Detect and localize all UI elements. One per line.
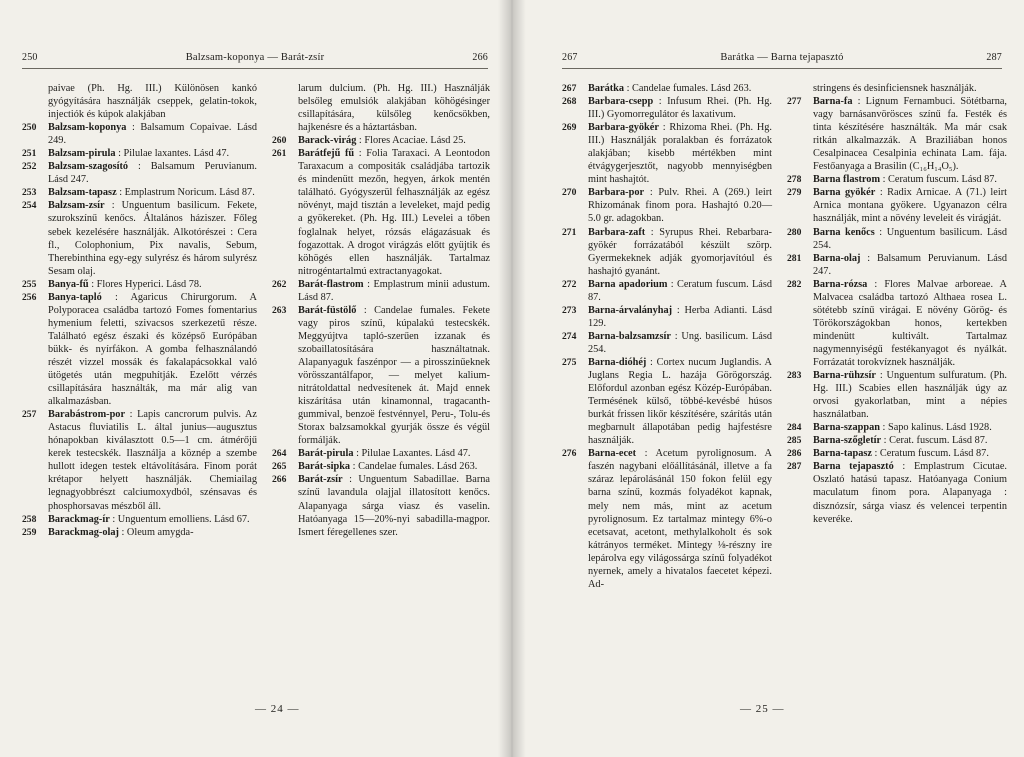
entry-number: 283 bbox=[787, 370, 802, 382]
entry-number: 280 bbox=[787, 226, 802, 238]
entry-body bbox=[588, 330, 772, 356]
entry-number: 251 bbox=[22, 148, 37, 160]
entry-headword: Barna-rühzsír bbox=[813, 370, 876, 382]
entry-number: 263 bbox=[272, 304, 287, 316]
entry-headword: Barna-szappan bbox=[813, 422, 880, 434]
entry-definition: : Unguentum emolliens. Lásd 67. bbox=[112, 513, 250, 525]
entry-definition: : Radix Arnicae. A (71.) leirt Arnica montana gyökere. Ugyanazon célra használják, mint a növény leveleit és virágját. bbox=[813, 187, 1008, 225]
dictionary-entry bbox=[22, 291, 257, 408]
entry-body bbox=[813, 226, 1007, 252]
right-section-number: 267 bbox=[562, 52, 578, 63]
right-page-number: 287 bbox=[986, 52, 1002, 63]
entry-headword: Balzsam-koponya bbox=[48, 122, 127, 134]
dictionary-entry bbox=[272, 447, 490, 460]
entry-number: 273 bbox=[562, 304, 577, 316]
entry-definition: : Sapo kalinus. Lásd 1928. bbox=[882, 422, 992, 434]
entry-headword: Barbara-por bbox=[588, 187, 645, 199]
entry-number: 253 bbox=[22, 187, 37, 199]
entry-headword: Barna-tapasz bbox=[813, 448, 872, 460]
entry-number: 254 bbox=[22, 200, 37, 212]
entry-body bbox=[813, 173, 1007, 186]
entry-body bbox=[48, 121, 257, 147]
entry-body bbox=[48, 513, 257, 526]
entry-number: 250 bbox=[22, 122, 37, 134]
entry-body bbox=[813, 369, 1007, 421]
right-column-2 bbox=[787, 82, 1007, 526]
dictionary-entry bbox=[562, 278, 772, 304]
entry-number: 281 bbox=[787, 252, 802, 264]
entry-headword: Barát-zsír bbox=[298, 474, 343, 486]
entry-definition: : Lapis cancrorum pulvis. Az Astacus fluviatilis L. által junius—augusztus hónapokban kiválasztott 0.5—1 cm. átmérőjű kerek testecskék. Ilasználja a köznép a szembe hullott idegen testek eltávolítására. Finom porát krétapor helyett használják. Chemiailag legnagyobbrészt calciumoxydból, szénsavas és phosphorsavas mészből áll. bbox=[48, 409, 257, 512]
entry-body bbox=[298, 134, 490, 147]
entry-number: 282 bbox=[787, 278, 802, 290]
entry-definition: : Syrupus Rhei. Rebarbara-gyökér forrázatából készült szörp. Gyermekeknek adják gyomorjavítóul és hashajtó gyanánt. bbox=[588, 226, 772, 277]
dictionary-entry bbox=[562, 447, 772, 591]
entry-body bbox=[298, 473, 490, 538]
dictionary-entry bbox=[787, 252, 1007, 278]
entry-number: 257 bbox=[22, 409, 37, 421]
entry-headword: Barna flastrom bbox=[813, 174, 881, 186]
dictionary-entry bbox=[562, 121, 772, 186]
dictionary-entry bbox=[562, 226, 772, 278]
entry-definition: : Oleum amygda- bbox=[121, 526, 194, 538]
entry-headword: Barna-rózsa bbox=[813, 278, 868, 290]
entry-headword: Barátfejű fű bbox=[298, 148, 355, 160]
entry-headword: Barát-pirula bbox=[298, 448, 354, 460]
entry-headword: Balzsam-zsír bbox=[48, 200, 105, 212]
entry-body bbox=[813, 434, 1007, 447]
dictionary-entry bbox=[787, 460, 1007, 525]
dictionary-entry bbox=[562, 330, 772, 356]
entry-definition: : Pilulae laxantes. Lásd 47. bbox=[118, 148, 230, 160]
entry-definition: : Candelae fumales. Fekete vagy piros színű, kúpalakú testecskék. Meggyújtva tapló-szerűen izzanak és szobaillatosítására használtatnak. Alapanyaguk faszénpor — a pirosszinűeknek vörösszantálfapor, — melyet kalium-nitrátoldattal nedvesítenek át. Majd ennek kiszárítása után kinamonnal, tragacanth-gummival, benzoë festvénnyel, Peru-, Tolu-és Storax balzsamokkal gyurják össze és végül formálják. bbox=[298, 304, 490, 447]
entry-definition: : Acetum pyrolignosum. A faszén nagybani előállításánál, illetve a fa száraz lepárolásánál 150 fokon felül egy barna színű, kozmás folyadékot kapnak, mely nem más, mint az acetum pyrolignosum. Ez tartalmaz mintegy 6%-o ecetsavat, acetont, methylalkoholt és sok kátrányos terméket. Mintegy ⅛-részny ire lepárolva egy világossárga színű folyadékot nyernek, amely a hivatalos faecetet képezi. Ad- bbox=[588, 448, 772, 590]
entry-body bbox=[588, 278, 772, 304]
dictionary-entry bbox=[787, 186, 1007, 225]
dictionary-entry bbox=[272, 304, 490, 448]
entry-definition: : Flores Hyperici. Lásd 78. bbox=[91, 278, 202, 290]
entry-headword: Barátka bbox=[588, 83, 625, 94]
entry-number: 284 bbox=[787, 422, 802, 434]
entry-list bbox=[787, 95, 1007, 526]
entry-definition: : Cerat. fuscum. Lásd 87. bbox=[883, 435, 988, 447]
entry-headword: Barna-fa bbox=[813, 96, 853, 108]
entry-body bbox=[588, 356, 772, 447]
entry-body bbox=[813, 447, 1007, 460]
entry-number: 264 bbox=[272, 448, 287, 460]
dictionary-entry bbox=[562, 82, 772, 95]
entry-body bbox=[588, 226, 772, 278]
entry-headword: Balzsam-pirula bbox=[48, 148, 116, 160]
right-running-head: Barátka — Barna tejapasztó bbox=[720, 52, 844, 63]
dictionary-entry bbox=[787, 95, 1007, 173]
entry-definition: : Ung. basilicum. Lásd 254. bbox=[588, 330, 772, 355]
entry-body bbox=[813, 421, 1007, 434]
entry-definition: : Balsamum Copaivae. Lásd 249. bbox=[48, 122, 257, 147]
entry-number: 270 bbox=[562, 187, 577, 199]
entry-body bbox=[588, 82, 772, 95]
dictionary-entry bbox=[22, 526, 257, 539]
entry-definition: : Unguentum basilicum. Fekete, szurokszínű kenőcs. Általános háziszer. Főleg sebek kezelésére használják. Alkotórészei : Cera fl., Colophonium, Pix navalis, Sebum, Therebinthina egy-egy sulyrész és három sulyrész Sesam olaj. bbox=[48, 200, 257, 277]
entry-definition: : Ceratum fuscum. Lásd 87. bbox=[874, 448, 989, 460]
dictionary-entry bbox=[22, 513, 257, 526]
entry-number: 272 bbox=[562, 278, 577, 290]
dictionary-entry bbox=[272, 278, 490, 304]
entry-definition: : Rhizoma Rhei. (Ph. Hg. III.) Használják poralakban és forrázatok alakjában; kisebb mértékben mint étvágygerjesztőt, nagyobb mennyiségben mint hashajtót. bbox=[588, 122, 772, 186]
dictionary-entry bbox=[22, 121, 257, 147]
right-running-header bbox=[562, 52, 1002, 63]
entry-number: 276 bbox=[562, 448, 577, 460]
entry-body bbox=[813, 460, 1007, 525]
left-page-number: 250 bbox=[22, 52, 38, 63]
entry-headword: Barna apadorium bbox=[588, 278, 668, 290]
entry-definition: : Ceratum fuscum. Lásd 87. bbox=[588, 278, 773, 303]
left-running-header bbox=[22, 52, 488, 63]
entry-headword: Barna gyökér bbox=[813, 187, 876, 199]
entry-number: 255 bbox=[22, 278, 37, 290]
entry-number: 271 bbox=[562, 226, 577, 238]
entry-definition: : Emplastrum minii adustum. Lásd 87. bbox=[298, 278, 491, 303]
dictionary-entry bbox=[22, 199, 257, 277]
entry-headword: Barát-sipka bbox=[298, 461, 351, 473]
left-column-2 bbox=[272, 82, 490, 539]
entry-headword: Barát-füstölő bbox=[298, 304, 357, 316]
entry-headword: Barna-árvalányhaj bbox=[588, 304, 673, 316]
left-footer-page-number: — 24 — bbox=[255, 703, 300, 715]
continued-text: paivae (Ph. Hg. III.) Különösen kankó gyógyítására használják cseppek, gelatin-tokok, injectiók és kúpok alakjában bbox=[48, 83, 257, 121]
entry-number: 259 bbox=[22, 526, 37, 538]
dictionary-entry bbox=[787, 369, 1007, 421]
entry-definition: : Unguentum basilicum. Lásd 254. bbox=[813, 226, 1008, 251]
entry-definition: : Ceratum fuscum. Lásd 87. bbox=[882, 174, 997, 186]
right-page bbox=[512, 0, 1024, 757]
entry-body bbox=[48, 526, 257, 539]
right-column-1 bbox=[562, 82, 772, 591]
entry-definition: : Herba Adianti. Lásd 129. bbox=[588, 304, 772, 329]
entry-headword: Balzsam-tapasz bbox=[48, 187, 117, 199]
entry-definition: : Cortex nucum Juglandis. A Juglans Regia L. hazája Görögország. Előfordul azonban egész Közép-Európában. Termésének külső, többé-kevésbé húsos burkát frissen likőr készítésére, szárítás után megbarnult állapotában pedig hajfestésre használják. bbox=[588, 356, 772, 447]
entry-definition: : Flores Acaciae. Lásd 25. bbox=[358, 135, 466, 147]
left-column-1 bbox=[22, 82, 257, 539]
dictionary-entry bbox=[22, 278, 257, 291]
entry-number: 287 bbox=[787, 461, 802, 473]
dictionary-entry bbox=[787, 278, 1007, 369]
entry-body bbox=[48, 160, 257, 186]
entry-body bbox=[588, 304, 772, 330]
entry-headword: Barát-flastrom bbox=[298, 278, 364, 290]
entry-headword: Barna-balzsamzsír bbox=[588, 330, 671, 342]
right-footer-page-number: — 25 — bbox=[740, 703, 785, 715]
entry-definition: : Pulv. Rhei. A (269.) leirt Rhizomának finom pora. Hashajtó 0.20—5.0 gr. adagokban. bbox=[588, 187, 772, 225]
entry-definition: : Pilulae Laxantes. Lásd 47. bbox=[356, 448, 471, 460]
entry-number: 275 bbox=[562, 356, 577, 368]
entry-definition: : Unguentum sulfuratum. (Ph. Hg. III.) Scabies ellen használják úgy az orvosi gyakorlatban, mint a népies használatban. bbox=[813, 370, 1007, 421]
entry-number: 279 bbox=[787, 187, 802, 199]
entry-body bbox=[813, 186, 1007, 225]
entry-body bbox=[298, 447, 490, 460]
entry-definition: : Unguentum Sabadillae. Barna színű lavandula olajjal illatosított kenőcs. Alapanyaga sárga viasz és vaselin. Hatóanyaga 15—20%-nyi sabadilla-magpor. Ismert féregellenes szer. bbox=[298, 474, 490, 538]
entry-number: 258 bbox=[22, 513, 37, 525]
left-section-number: 266 bbox=[472, 52, 488, 63]
entry-headword: Barbara-gyökér bbox=[588, 122, 659, 134]
entry-body bbox=[298, 304, 490, 448]
entry-definition: : Emplastrum Cicutae. Oszlató hatású tapasz. Hatóanyaga Conium maculatum finom pora. Alapanyaga : disznózsír, sárga viasz és velencei terpentin keveréke. bbox=[813, 461, 1007, 525]
entry-definition: : Balsamum Peruvianum. Lásd 247. bbox=[48, 161, 258, 186]
entry-list bbox=[22, 121, 257, 539]
entry-headword: Barna-szőgletír bbox=[813, 435, 882, 447]
entry-number: 260 bbox=[272, 135, 287, 147]
entry-headword: Banya-tapló bbox=[48, 291, 102, 303]
entry-number: 265 bbox=[272, 461, 287, 473]
entry-body bbox=[588, 95, 772, 121]
entry-number: 267 bbox=[562, 83, 577, 94]
entry-list bbox=[562, 82, 772, 591]
entry-body bbox=[813, 95, 1007, 173]
dictionary-entry bbox=[787, 226, 1007, 252]
entry-number: 269 bbox=[562, 122, 577, 134]
entry-body bbox=[48, 199, 257, 277]
entry-headword: Barackmag-ír bbox=[48, 513, 110, 525]
entry-definition: : Folia Taraxaci. A Leontodon Taraxacum a compositák családjába tartozik és mindenütt mezőn, hegyen, árkok mentén található. Gyógyszerül felhasználják az egész növényt, majd tisztán a leveleket, majd pedig a gyökereket. (Ph. Hg. III.) Levelei a tőben foglalnak helyet, rózsás elágazásuak és fogazottak. A drogot virágzás előtt gyüjtik és köhögés ellen használják. Tartalmaz nitrogéntartalmú extractanyagokat. bbox=[298, 148, 490, 277]
entry-number: 266 bbox=[272, 474, 287, 486]
entry-body bbox=[813, 278, 1007, 369]
entry-definition: : Infusum Rhei. (Ph. Hg. III.) Gyomorregulátor és laxativum. bbox=[588, 96, 772, 121]
dictionary-entry bbox=[272, 473, 490, 538]
entry-body bbox=[588, 121, 772, 186]
entry-body bbox=[48, 278, 257, 291]
dictionary-entry bbox=[272, 460, 490, 473]
entry-body bbox=[588, 186, 772, 225]
entry-headword: Barbara-zaft bbox=[588, 226, 646, 238]
dictionary-entry bbox=[787, 434, 1007, 447]
entry-headword: Barna tejapasztó bbox=[813, 461, 894, 473]
dictionary-entry bbox=[272, 147, 490, 277]
entry-definition: : Emplastrum Noricum. Lásd 87. bbox=[119, 187, 255, 199]
dictionary-entry bbox=[562, 95, 772, 121]
entry-number: 278 bbox=[787, 174, 802, 186]
entry-number: 285 bbox=[787, 435, 802, 447]
entry-number: 286 bbox=[787, 448, 802, 460]
entry-headword: Barackmag-olaj bbox=[48, 526, 119, 538]
entry-body bbox=[298, 460, 490, 473]
entry-body bbox=[48, 186, 257, 199]
left-header-rule bbox=[22, 68, 488, 69]
entry-body bbox=[298, 147, 490, 277]
entry-body bbox=[48, 408, 257, 512]
right-header-rule bbox=[562, 68, 1002, 69]
dictionary-entry bbox=[787, 421, 1007, 434]
dictionary-entry bbox=[22, 186, 257, 199]
dictionary-entry bbox=[22, 160, 257, 186]
entry-headword: Barbara-csepp bbox=[588, 96, 654, 108]
entry-number: 252 bbox=[22, 161, 37, 173]
entry-definition: : Balsamum Peruvianum. Lásd 247. bbox=[813, 252, 1007, 277]
entry-number: 256 bbox=[22, 291, 37, 303]
entry-headword: Barna-dióhéj bbox=[588, 356, 647, 368]
entry-number: 261 bbox=[272, 148, 287, 160]
entry-definition: : Candelae fumales. Lásd 263. bbox=[352, 461, 478, 473]
dictionary-entry bbox=[562, 304, 772, 330]
entry-headword: Barack-virág bbox=[298, 135, 357, 147]
entry-number: 277 bbox=[787, 96, 802, 108]
dictionary-entry bbox=[22, 408, 257, 512]
continued-text: stringens és desinficiensnek használják. bbox=[813, 83, 977, 94]
entry-definition: : Flores Malvae arboreae. A Malvacea családba tartozó Althaea rosea L. sötétebb színű virágai. E növény Görög- és Törökországokban honos, kertekben mindenütt kultivált. Tartalmaz nagymennyiségű festékanyagot és nyálkát. Forrázatát torokvíznek használják. bbox=[813, 278, 1007, 368]
left-running-head: Balzsam-koponya — Barát-zsír bbox=[185, 52, 325, 63]
dictionary-entry bbox=[22, 147, 257, 160]
dictionary-entry bbox=[562, 186, 772, 225]
entry-definition: : Lignum Fernambuci. Sötétbarna, vagy barnásanvörösces színű fa. Festék és tinta készítésére használták. Ma már csak ritkán alkalmazzák. A Braziliában honos Cesalpinacea Cesalpinia echinata Lam. fája. Festőanyaga a Brasilin (C₁₆H₁₄O₅). bbox=[813, 96, 1007, 173]
entry-headword: Barna-olaj bbox=[813, 252, 861, 264]
entry-headword: Barna-ecet bbox=[588, 448, 637, 460]
entry-headword: Barabástrom-por bbox=[48, 409, 126, 421]
dictionary-entry bbox=[787, 447, 1007, 460]
dictionary-entry bbox=[787, 173, 1007, 186]
entry-body bbox=[48, 291, 257, 408]
entry-headword: Balzsam-szagosító bbox=[48, 161, 129, 173]
entry-number: 262 bbox=[272, 278, 287, 290]
entry-body bbox=[298, 278, 490, 304]
entry-number: 274 bbox=[562, 330, 577, 342]
entry-headword: Banya-fű bbox=[48, 278, 89, 290]
dictionary-entry bbox=[272, 134, 490, 147]
dictionary-entry bbox=[562, 356, 772, 447]
entry-headword: Barna kenőcs bbox=[813, 226, 875, 238]
entry-body bbox=[588, 447, 772, 591]
entry-definition: : Agaricus Chirurgorum. A Polyporacea családba tartozó Fomes fomentarius hymenium feletti, szivacsos szerkezetű része. Található egész északi és középső Európában bükk- és nyírfákon. A gomba felhasználandó részét vizzel mossák és fakalapácsokkal való ütögetés után megpuhítják. Ezelőtt vérzés csillapítására használták, ma már alig van alkalmazásban. bbox=[48, 291, 257, 408]
entry-body bbox=[48, 147, 257, 160]
entry-list bbox=[272, 134, 490, 538]
entry-body bbox=[813, 252, 1007, 278]
continued-text: larum dulcium. (Ph. Hg. III.) Használják belsőleg emulsiók alakjában köhögésinger csillapítására, külsőleg kenőcsökben, hajkenésre és a háztartásban. bbox=[298, 83, 490, 134]
entry-definition: : Candelae fumales. Lásd 263. bbox=[626, 83, 752, 94]
entry-number: 268 bbox=[562, 96, 577, 108]
